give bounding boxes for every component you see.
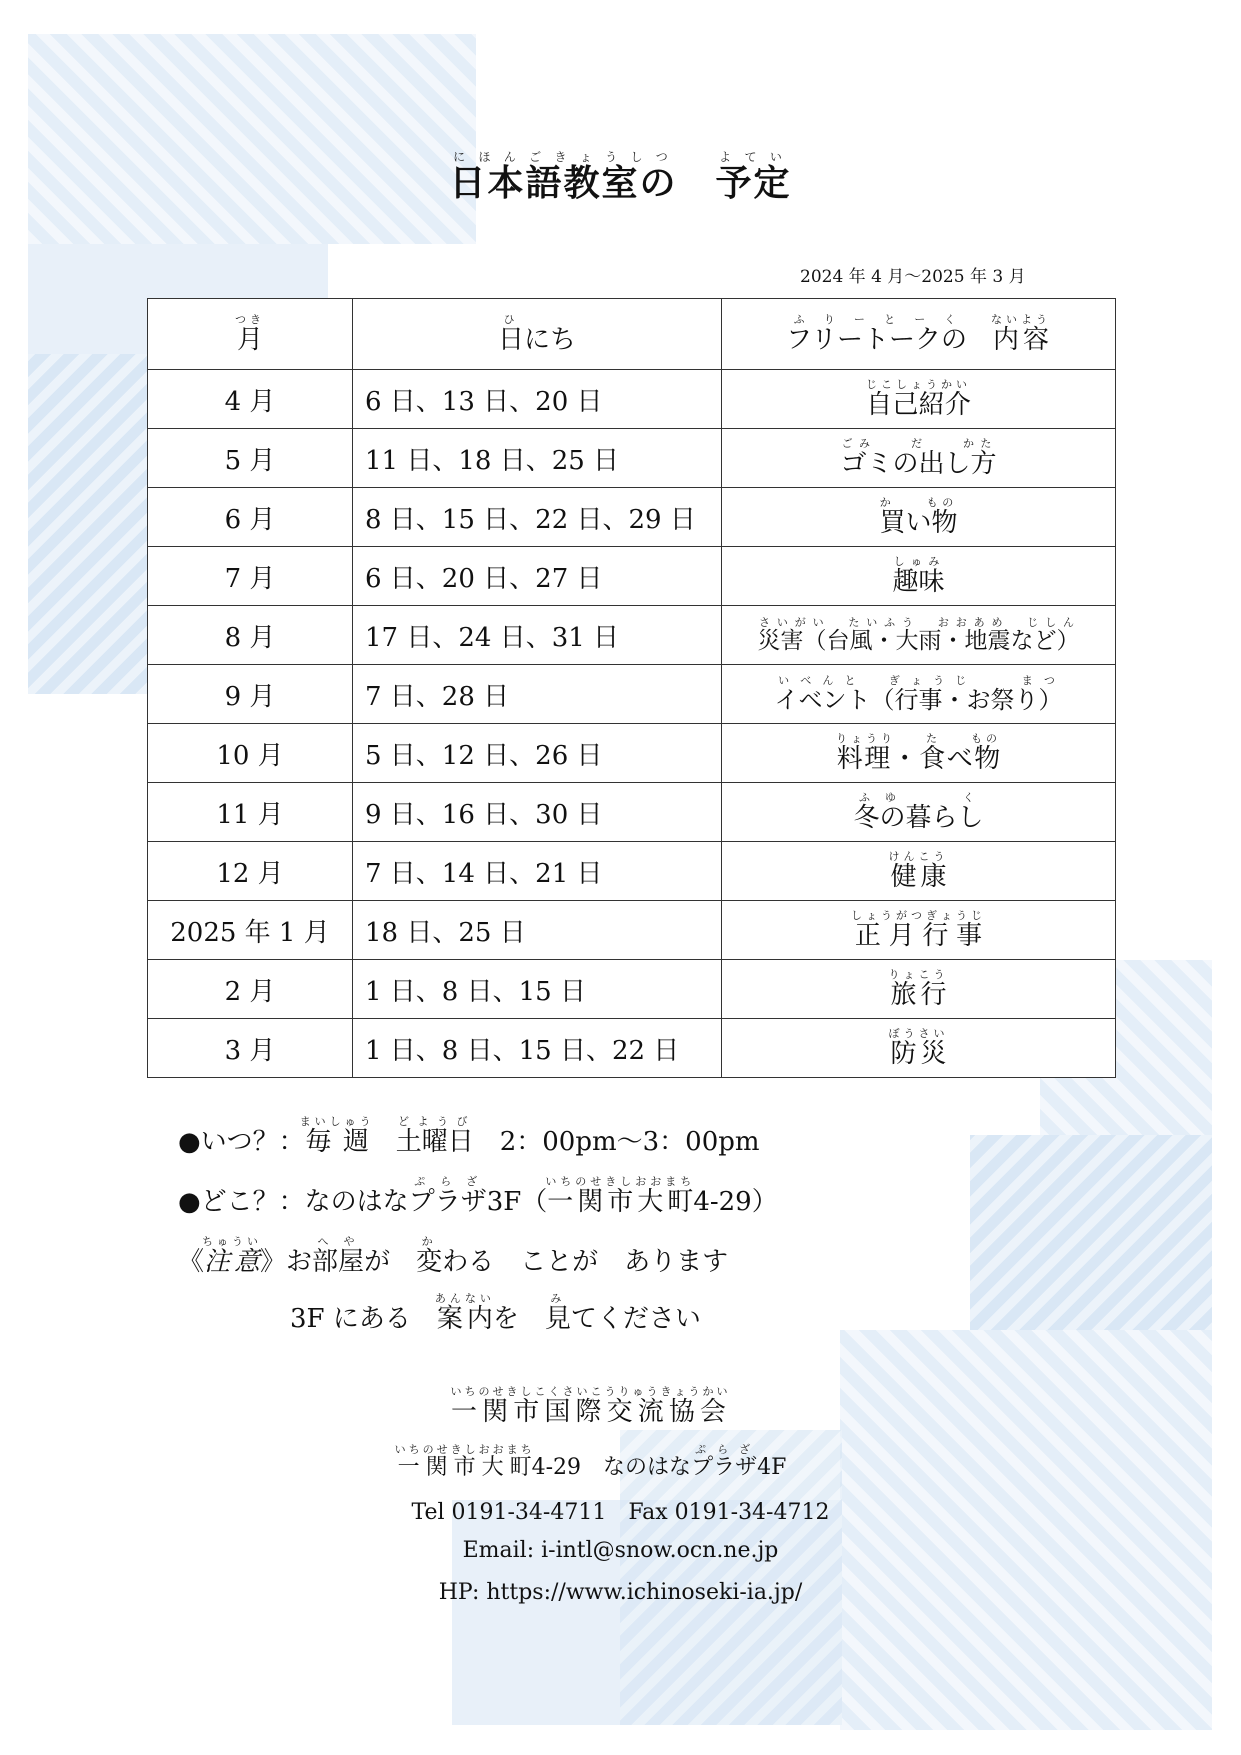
info-when: ●いつ？：毎週まいしゅう 土曜日どようび 2：00pm〜3：00pm: [178, 1115, 760, 1157]
cell-topic: 買い物か もの: [722, 488, 1116, 547]
cell-topic: 防災ぼうさい: [722, 1019, 1116, 1078]
cell-month: 8 月: [148, 606, 353, 665]
cell-days: 7 日、28 日: [353, 665, 722, 724]
cell-month: 11 月: [148, 783, 353, 842]
cell-topic: イベント（行事・お祭り）いべんと ぎょうじ まつ: [722, 665, 1116, 724]
background-pattern-top-left: [28, 34, 476, 244]
cell-days: 7 日、14 日、21 日: [353, 842, 722, 901]
title-yotei: 予定よてい: [715, 150, 792, 204]
cell-days: 8 日、15 日、22 日、29 日: [353, 488, 722, 547]
header-month: 月つき: [148, 299, 353, 370]
organization-name: 一関市国際交流協会いちのせきしこくさいこうりゅうきょうかい: [450, 1385, 731, 1427]
cell-days: 1 日、8 日、15 日: [353, 960, 722, 1019]
table-row: [148, 606, 1116, 665]
cell-month: 10 月: [148, 724, 353, 783]
info-where: ●どこ？：なのはなプラザぷらざ3F（一関市大町いちのせきしおおまち4-29）: [178, 1175, 778, 1217]
cell-month: 3 月: [148, 1019, 353, 1078]
cell-month: 9 月: [148, 665, 353, 724]
cell-month: 7 月: [148, 547, 353, 606]
header-topic: フリートークのふりーとーく 内容ないよう: [722, 299, 1116, 370]
period-label: 2024 年 4 月〜2025 年 3 月: [800, 267, 1026, 287]
title-main: 日本語教室のにほんごきょうしつ: [449, 150, 678, 204]
cell-topic: 趣味しゅみ: [722, 547, 1116, 606]
cell-days: 1 日、8 日、15 日、22 日: [353, 1019, 722, 1078]
cell-days: 11 日、18 日、25 日: [353, 429, 722, 488]
schedule-table: [147, 298, 1116, 1078]
cell-days: 9 日、16 日、30 日: [353, 783, 722, 842]
table-row: [148, 547, 1116, 606]
table-row: [148, 960, 1116, 1019]
contact-phone-fax: Tel 0191-34-4711 Fax 0191-34-4712: [411, 1500, 830, 1525]
cell-days: 18 日、25 日: [353, 901, 722, 960]
table-row: [148, 1019, 1116, 1078]
table-row: [148, 665, 1116, 724]
cell-topic: 旅行りょこう: [722, 960, 1116, 1019]
table-row: [148, 901, 1116, 960]
cell-topic: 料理・食べ物りょうり た もの: [722, 724, 1116, 783]
cell-topic: 健康けんこう: [722, 842, 1116, 901]
cell-month: 12 月: [148, 842, 353, 901]
table-row: [148, 842, 1116, 901]
cell-month: 2 月: [148, 960, 353, 1019]
cell-days: 6 日、20 日、27 日: [353, 547, 722, 606]
cell-month: 4 月: [148, 370, 353, 429]
cell-month: 2025 年 1 月: [148, 901, 353, 960]
background-pattern-left: [28, 354, 148, 694]
table-header-row: [148, 299, 1116, 370]
organization-address: 一関市大町いちのせきしおおまち4-29 なのはなプラザぷらざ4F: [394, 1443, 787, 1480]
info-guide: 3F にある 案内あんないを 見みてください: [290, 1292, 701, 1334]
contact-email[interactable]: Email: i-intl@snow.ocn.ne.jp: [462, 1538, 779, 1563]
header-days: 日ひにち: [353, 299, 722, 370]
cell-month: 5 月: [148, 429, 353, 488]
page-title: [0, 150, 1241, 206]
homepage-link[interactable]: HP: https://www.ichinoseki-ia.jp/: [438, 1580, 803, 1605]
table-row: [148, 724, 1116, 783]
info-notice: 《注意ちゅうい》お部屋へやが 変かわる ことが あります: [178, 1235, 729, 1277]
background-pattern-right-lower: [970, 1135, 1212, 1335]
cell-days: 17 日、24 日、31 日: [353, 606, 722, 665]
table-row: [148, 783, 1116, 842]
table-row: [148, 429, 1116, 488]
cell-topic: 冬の暮らしふゆ く: [722, 783, 1116, 842]
table-row: [148, 488, 1116, 547]
cell-topic: 正月行事しょうがつぎょうじ: [722, 901, 1116, 960]
cell-month: 6 月: [148, 488, 353, 547]
cell-topic: ゴミの出し方ごみ だ かた: [722, 429, 1116, 488]
cell-days: 5 日、12 日、26 日: [353, 724, 722, 783]
cell-topic: 自己紹介じこしょうかい: [722, 370, 1116, 429]
table-row: [148, 370, 1116, 429]
cell-days: 6 日、13 日、20 日: [353, 370, 722, 429]
cell-topic: 災害（台風・大雨・地震など）さいがい たいふう おおあめ じしん: [722, 606, 1116, 665]
